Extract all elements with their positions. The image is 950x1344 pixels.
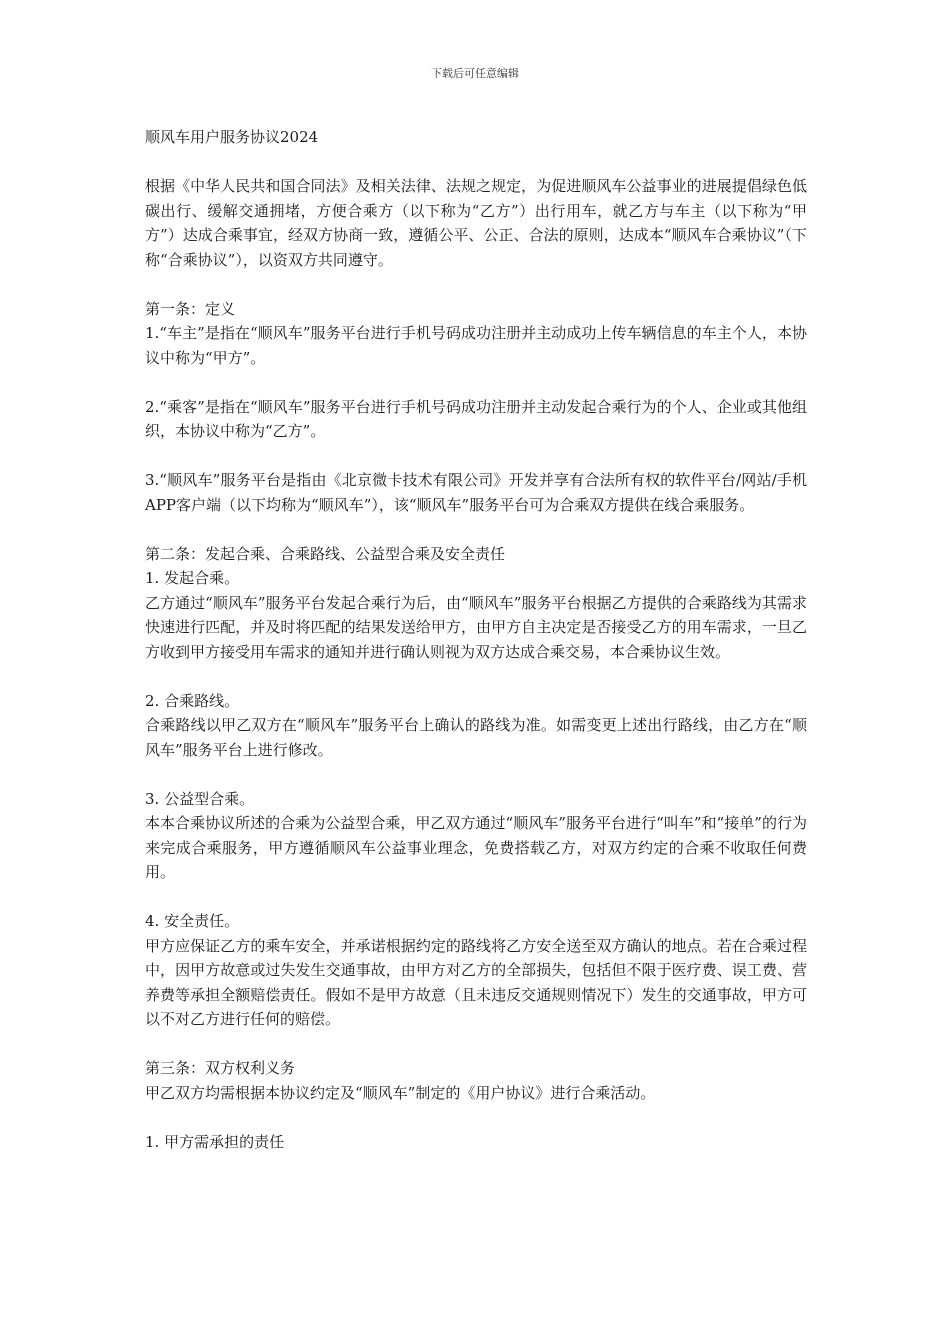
page-header-note: 下载后可任意编辑 xyxy=(431,67,519,80)
section-safety-body: 甲方应保证乙方的乘车安全，并承诺根据约定的路线将乙方安全送至双方确认的地点。若在合乘过程中，因甲方故意或过失发生交通事故，由甲方对乙方的全部损失，包括但不限于医疗费、误工费、营养费等承担全额赔偿责任。假如不是甲方故意（且未违反交通规则情况下）发生的交通事故，甲方可以不对乙方进行任何的赔偿。 xyxy=(145,936,807,1028)
section-initiate-title: 1. 发起合乘。 xyxy=(145,569,240,587)
section-route-body: 合乘路线以甲乙双方在“顺风车”服务平台上确认的路线为准。如需变更上述出行路线，由乙方在“顺风车”服务平台上进行修改。 xyxy=(145,716,807,759)
article-1-heading: 第一条：定义 xyxy=(145,299,236,318)
article-2-heading: 第二条：发起合乘、合乘路线、公益型合乘及安全责任 xyxy=(145,544,506,563)
document-body xyxy=(145,125,807,1154)
article-3-intro: 甲乙双方均需根据本协议约定及“顺风车”制定的《用户协议》进行合乘活动。 xyxy=(145,1083,656,1102)
section-safety-title: 4. 安全责任。 xyxy=(145,912,240,930)
article-3-heading: 第三条：双方权利义务 xyxy=(145,1059,296,1077)
section-owner-duty-title: 1. 甲方需承担的责任 xyxy=(145,1132,285,1151)
section-public-body: 本本合乘协议所述的合乘为公益型合乘，甲乙双方通过“顺风车”服务平台进行“叫车”和“接单”的行为来完成合乘服务，甲方遵循顺风车公益事业理念，免费搭载乙方，对双方约定的合乘不收取任何费用。 xyxy=(145,814,807,881)
document-title: 顺风车用户服务协议2024 xyxy=(145,128,319,146)
definition-owner: 1.“车主”是指在“顺风车”服务平台进行手机号码成功注册并主动成功上传车辆信息的车主个人，本协议中称为“甲方”。 xyxy=(145,324,807,367)
definition-passenger: 2.“乘客”是指在“顺风车”服务平台进行手机号码成功注册并主动发起合乘行为的个人、企业或其他组织，本协议中称为“乙方”。 xyxy=(145,397,807,440)
section-route-title: 2. 合乘路线。 xyxy=(145,691,240,710)
section-initiate-body: 乙方通过“顺风车”服务平台发起合乘行为后，由“顺风车”服务平台根据乙方提供的合乘路线为其需求快速进行匹配，并及时将匹配的结果发送给甲方，由甲方自主决定是否接受乙方的用车需求，一旦乙方收到甲方接受用车需求的通知并进行确认则视为双方达成合乘交易，本合乘协议生效。 xyxy=(145,593,807,661)
intro-paragraph: 根据《中华人民共和国合同法》及相关法律、法规之规定，为促进顺风车公益事业的进展提倡绿色低碳出行、缓解交通拥堵，方便合乘方（以下称为“乙方”）出行用车，就乙方与车主（以下称为“甲方”）达成合乘事宜，经双方协商一致，遵循公平、公正、合法的原则，达成本“顺风车合乘协议”（下称“合乘协议”），以资双方共同遵守。 xyxy=(145,177,807,269)
section-public-title: 3. 公益型合乘。 xyxy=(145,789,255,808)
definition-platform: 3.“顺风车”服务平台是指由《北京微卡技术有限公司》开发并享有合法所有权的软件平台/网站/手机APP客户端（以下均称为“顺风车”），该“顺风车”服务平台可为合乘双方提供在线合乘服务。 xyxy=(145,471,807,514)
